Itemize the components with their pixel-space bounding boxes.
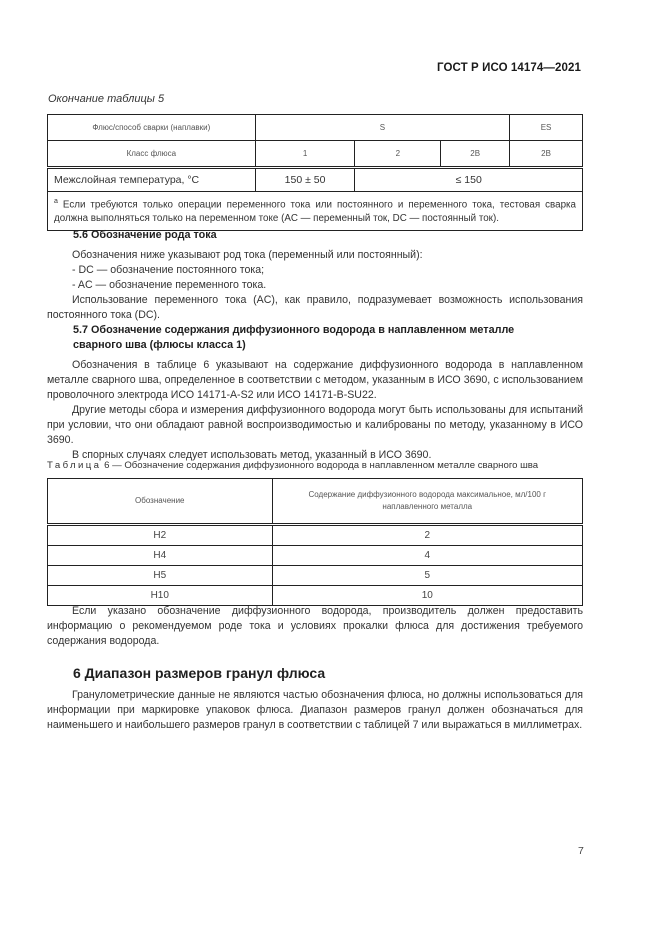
section-5-7-paragraph-1: Обозначения в таблице 6 указывают на содержание диффузионного водорода в наплавленном металле сварного шва, определенное в соответствии с методом, указанным в ИСО 3690, с использованием проволочного электрода ИСО 14171-A-S2 или ИСО 14171-B-SU22. (47, 359, 583, 401)
section-5-7-paragraph-3: В спорных случаях следует использовать метод, указанный в ИСО 3690. (72, 449, 432, 461)
table5-cell-value-1: 150 ± 50 (255, 168, 355, 192)
table6-cell-value: 4 (272, 546, 582, 566)
table-5 (47, 114, 583, 231)
table5-header-class-label: Класс флюса (48, 141, 256, 168)
table6-header-content: Содержание диффузионного водорода максимальное, мл/100 г наплавленного металла (272, 479, 582, 525)
table-row (48, 586, 583, 606)
section-5-7-title: 5.7 Обозначение содержания диффузионного водорода в наплавленном металле сварного шва (флюсы класса 1) (73, 324, 515, 351)
table-row (48, 566, 583, 586)
table5-class-2: 2 (355, 141, 441, 168)
section-6-title: 6 Диапазон размеров гранул флюса (73, 665, 326, 681)
section-5-6-body (47, 248, 583, 323)
table6-cell-value: 10 (272, 586, 582, 606)
table5-continuation-label: Окончание таблицы 5 (48, 93, 165, 105)
table5-class-2b-es: 2B (510, 141, 583, 168)
table-row (48, 546, 583, 566)
table5-row-interpass-temp (48, 168, 583, 192)
table6-caption-prefix: Таблица (47, 460, 102, 471)
table6-header-designation: Обозначение (48, 479, 273, 525)
footnote-text: Если требуются только операции переменного тока или постоянного и переменного тока, тестовая сварка должна выполняться только на переменном токе (AC — переменный ток, DC — постоянный ток). (54, 199, 576, 225)
section-5-6-item-dc: - DC — обозначение постоянного тока; (72, 264, 265, 276)
table6-cell-designation: H5 (48, 566, 273, 586)
table5-footnote-row (48, 192, 583, 231)
section-5-7-paragraph-2: Другие методы сбора и измерения диффузионного водорода могут быть использованы для испытаний при условии, что они обладают равной воспроизводимостью и калиброваны по методу, указанному в ИСО 3690. (47, 404, 583, 446)
section-6-body (47, 688, 583, 733)
section-5-6-item-ac: - AC — обозначение переменного тока. (72, 279, 267, 291)
table5-header-es: ES (510, 115, 583, 141)
table5-class-1: 1 (255, 141, 355, 168)
table6-caption (47, 460, 538, 471)
section-6-paragraph: Гранулометрические данные не являются частью обозначения флюса, но должны использоваться для информации при маркировке упаковок флюса. Диапазон размеров гранул должен обозначаться для наименьшего и наибольшего размеров гранул в соответствии с таблицей 7 или выражаться в миллиметрах. (47, 689, 583, 731)
table6-cell-designation: H2 (48, 525, 273, 546)
table6-cell-value: 2 (272, 525, 582, 546)
table6-after-text: Если указано обозначение диффузионного водорода, производитель должен предоставить информацию о рекомендуемом роде тока и условиях прокалки флюса для достижения требуемого содержания водорода. (47, 605, 583, 647)
document-standard-id: ГОСТ Р ИСО 14174—2021 (436, 62, 581, 74)
section-5-7-body (47, 358, 583, 463)
table5-header-row-class (48, 141, 583, 168)
table6-header-row (48, 479, 583, 525)
table6-cell-designation: H4 (48, 546, 273, 566)
table5-class-2b: 2B (441, 141, 510, 168)
table5-header-method-label: Флюс/способ сварки (наплавки) (48, 115, 256, 141)
section-5-6-intro: Обозначения ниже указывают род тока (переменный или постоянный): (72, 249, 423, 261)
table5-header-s: S (255, 115, 509, 141)
table6-cell-value: 5 (272, 566, 582, 586)
footnote-marker: a (54, 198, 58, 205)
section-5-6-note: Использование переменного тока (AC), как правило, подразумевает возможность использования постоянного тока (DC). (47, 294, 583, 321)
section-5-6-title: 5.6 Обозначение рода тока (73, 229, 217, 241)
table-6 (47, 478, 583, 606)
table-row (48, 525, 583, 546)
page-number: 7 (578, 845, 584, 857)
table6-after-text-block (47, 604, 583, 649)
table5-row-label: Межслойная температура, °С (48, 168, 256, 192)
table5-cell-value-2: ≤ 150 (355, 168, 583, 192)
table5-header-row-method (48, 115, 583, 141)
table6-cell-designation: H10 (48, 586, 273, 606)
table5-footnote (48, 192, 583, 231)
table6-caption-text: 6 — Обозначение содержания диффузионного водорода в наплавленном металле сварного шва (101, 460, 539, 471)
